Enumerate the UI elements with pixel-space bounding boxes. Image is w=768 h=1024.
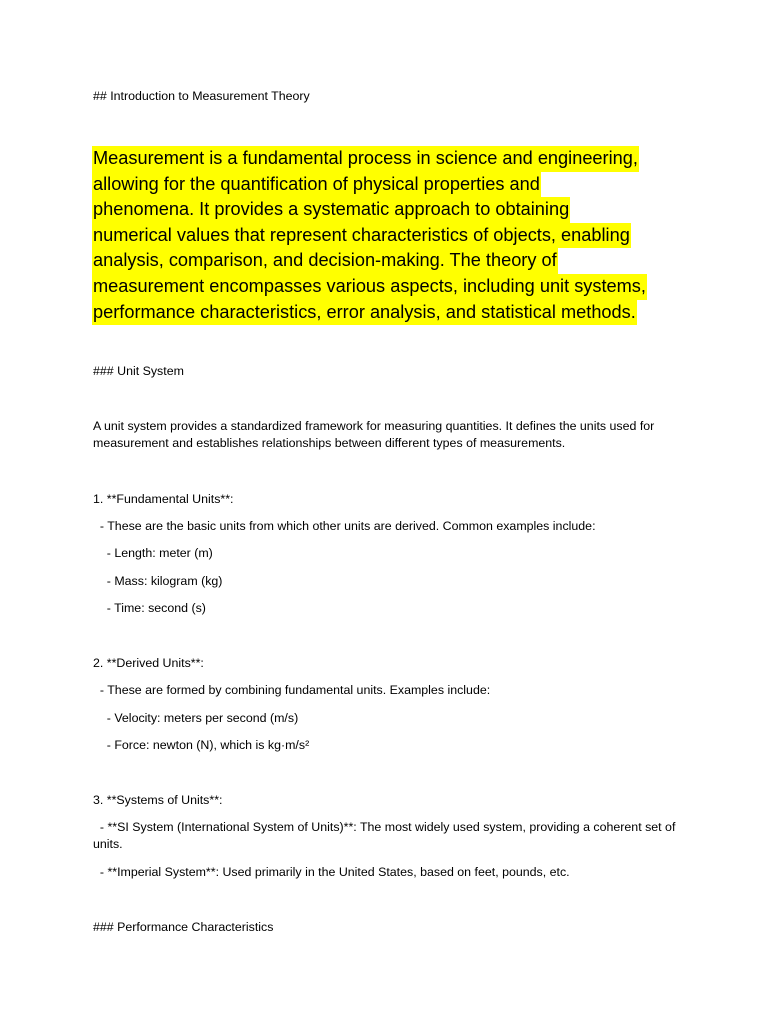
intro-paragraph [93, 146, 683, 325]
derived-units-description: - These are formed by combining fundamental units. Examples include: [93, 683, 491, 697]
list-item-velocity: - Velocity: meters per second (m/s) [93, 711, 299, 725]
heading-introduction: ## Introduction to Measurement Theory [93, 89, 310, 103]
list-item-time: - Time: second (s) [93, 601, 206, 615]
intro-line: Measurement is a fundamental process in science and engineering, [92, 146, 639, 172]
intro-line: analysis, comparison, and decision-making. The theory of [92, 248, 558, 274]
list-item-mass: - Mass: kilogram (kg) [93, 574, 223, 588]
derived-units-title: 2. **Derived Units**: [93, 656, 204, 670]
heading-unit-system: ### Unit System [93, 364, 184, 378]
fundamental-units-description: - These are the basic units from which other units are derived. Common examples include: [93, 519, 596, 533]
fundamental-units-title: 1. **Fundamental Units**: [93, 492, 234, 506]
list-item-imperial-system: - **Imperial System**: Used primarily in the United States, based on feet, pounds, etc. [93, 865, 570, 879]
intro-line: performance characteristics, error analysis, and statistical methods. [92, 300, 637, 326]
list-item-si-system: - **SI System (International System of Units)**: The most widely used system, providing a coherent set of units. [93, 820, 679, 851]
intro-line: phenomena. It provides a systematic approach to obtaining [92, 197, 570, 223]
systems-of-units-title: 3. **Systems of Units**: [93, 793, 223, 807]
intro-line: measurement encompasses various aspects, including unit systems, [92, 274, 647, 300]
unit-system-paragraph: A unit system provides a standardized framework for measuring quantities. It defines the units used for measurement and establishes relationships between different types of measurements. [93, 419, 655, 450]
list-item-force: - Force: newton (N), which is kg·m/s² [93, 738, 310, 752]
list-item-length: - Length: meter (m) [93, 546, 213, 560]
intro-line: numerical values that represent characteristics of objects, enabling [92, 223, 631, 249]
intro-line: allowing for the quantification of physical properties and [92, 172, 541, 198]
heading-performance-characteristics: ### Performance Characteristics [93, 920, 274, 934]
